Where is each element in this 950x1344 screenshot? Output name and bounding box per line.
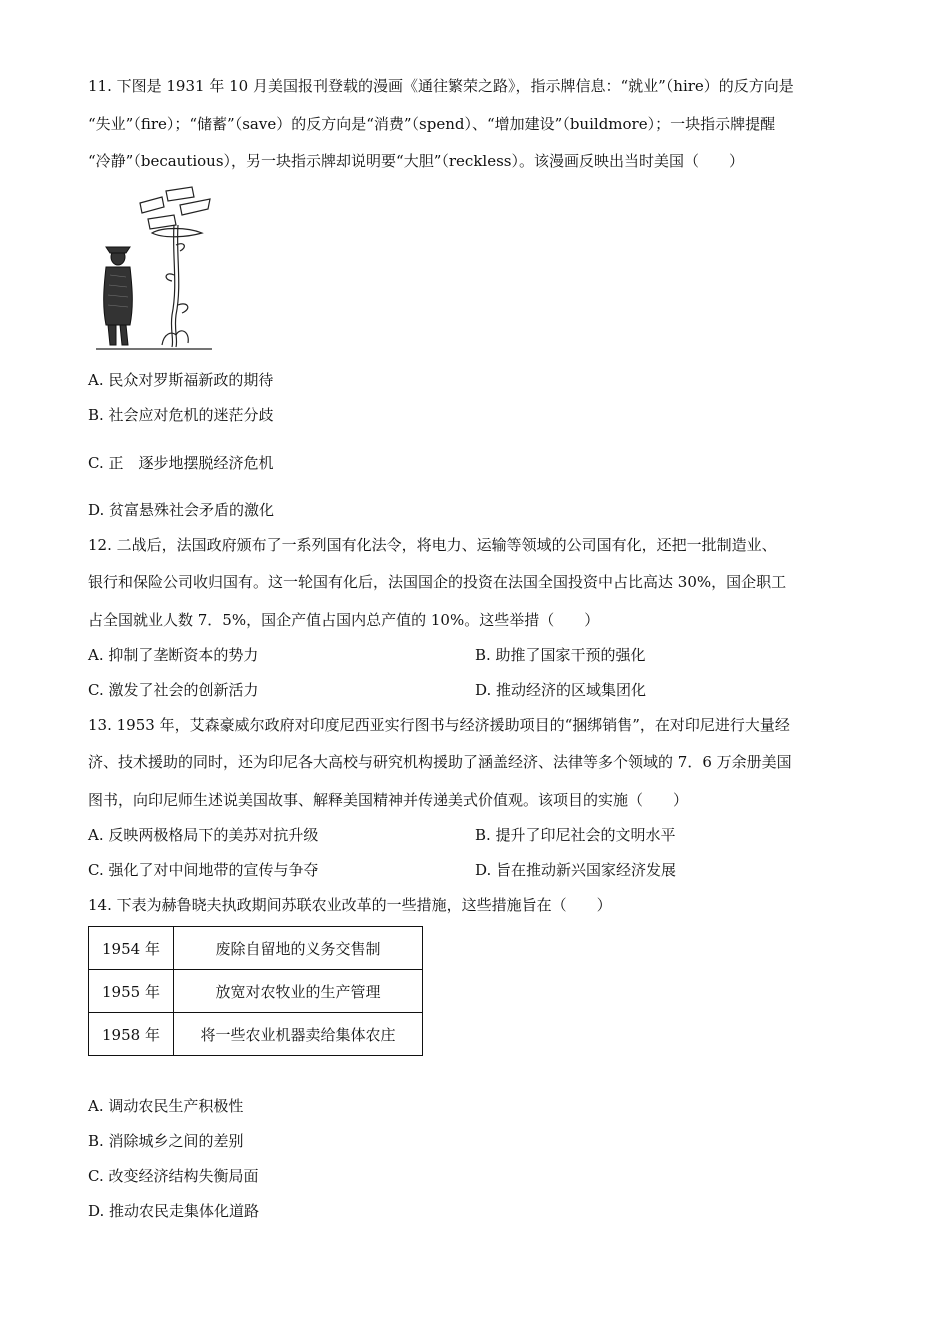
q12-stem-line-1: 12. 二战后，法国政府颁布了一系列国有化法令，将电力、运输等领域的公司国有化，还把一批制造业、 (88, 536, 777, 554)
road-to-prosperity-cartoon (92, 185, 217, 353)
q12-stem-line-3: 占全国就业人数 7．5%，国企产值占国内总产值的 10%。这些举措（ ） (88, 611, 600, 629)
reform-measures-table (88, 926, 423, 1056)
q13-option-a: A. 反映两极格局下的美苏对抗升级 (88, 826, 319, 844)
q13-stem-line-2: 济、技术援助的同时，还为印尼各大高校与研究机构援助了涵盖经济、法律等多个领域的 7．6 万余册美国 (88, 753, 792, 771)
table-cell-measure: 将一些农业机器卖给集体农庄 (174, 1013, 423, 1056)
q11-stem-line-3: “冷静”（becautious），另一块指示牌却说明要“大胆”（reckless）。该漫画反映出当时美国（ ） (88, 152, 744, 170)
q14-option-c: C. 改变经济结构失衡局面 (88, 1167, 259, 1185)
q12-option-b: B. 助推了国家干预的强化 (475, 646, 646, 664)
q12-option-c: C. 激发了社会的创新活力 (88, 681, 259, 699)
table-cell-measure: 废除自留地的义务交售制 (174, 927, 423, 970)
table-row (89, 970, 423, 1013)
q13-stem-line-1: 13. 1953 年，艾森豪威尔政府对印度尼西亚实行图书与经济援助项目的“捆绑销售”，在对印尼进行大量经 (88, 716, 790, 734)
table-cell-year: 1958 年 (89, 1013, 174, 1056)
q11-option-c: C. 正 逐步地摆脱经济危机 (88, 454, 274, 472)
q11-option-a: A. 民众对罗斯福新政的期待 (88, 371, 274, 389)
table-cell-measure: 放宽对农牧业的生产管理 (174, 970, 423, 1013)
table-row (89, 927, 423, 970)
q11-stem-line-2: “失业”（fire）；“储蓄”（save）的反方向是“消费”（spend）、“增加建设”（buildmore）；一块指示牌提醒 (88, 115, 776, 133)
q11-stem-line-1: 11. 下图是 1931 年 10 月美国报刊登载的漫画《通往繁荣之路》，指示牌信息：“就业”（hire）的反方向是 (88, 77, 794, 95)
q11-option-d: D. 贫富悬殊社会矛盾的激化 (88, 501, 275, 519)
q11-option-b: B. 社会应对危机的迷茫分歧 (88, 406, 274, 424)
table-cell-year: 1954 年 (89, 927, 174, 970)
table-cell-year: 1955 年 (89, 970, 174, 1013)
q12-option-a: A. 抑制了垄断资本的势力 (88, 646, 259, 664)
q12-stem-line-2: 银行和保险公司收归国有。这一轮国有化后，法国国企的投资在法国全国投资中占比高达 30%，国企职工 (88, 573, 787, 591)
q14-stem: 14. 下表为赫鲁晓夫执政期间苏联农业改革的一些措施，这些措施旨在（ ） (88, 896, 612, 914)
q13-option-c: C. 强化了对中间地带的宣传与争夺 (88, 861, 319, 879)
q13-option-b: B. 提升了印尼社会的文明水平 (475, 826, 676, 844)
q13-stem-line-3: 图书，向印尼师生述说美国故事、解释美国精神并传递美式价值观。该项目的实施（ ） (88, 791, 689, 809)
table-row (89, 1013, 423, 1056)
q14-option-b: B. 消除城乡之间的差别 (88, 1132, 244, 1150)
q12-option-d: D. 推动经济的区域集团化 (475, 681, 647, 699)
q14-option-a: A. 调动农民生产积极性 (88, 1097, 244, 1115)
q14-option-d: D. 推动农民走集体化道路 (88, 1202, 260, 1220)
q13-option-d: D. 旨在推动新兴国家经济发展 (475, 861, 677, 879)
